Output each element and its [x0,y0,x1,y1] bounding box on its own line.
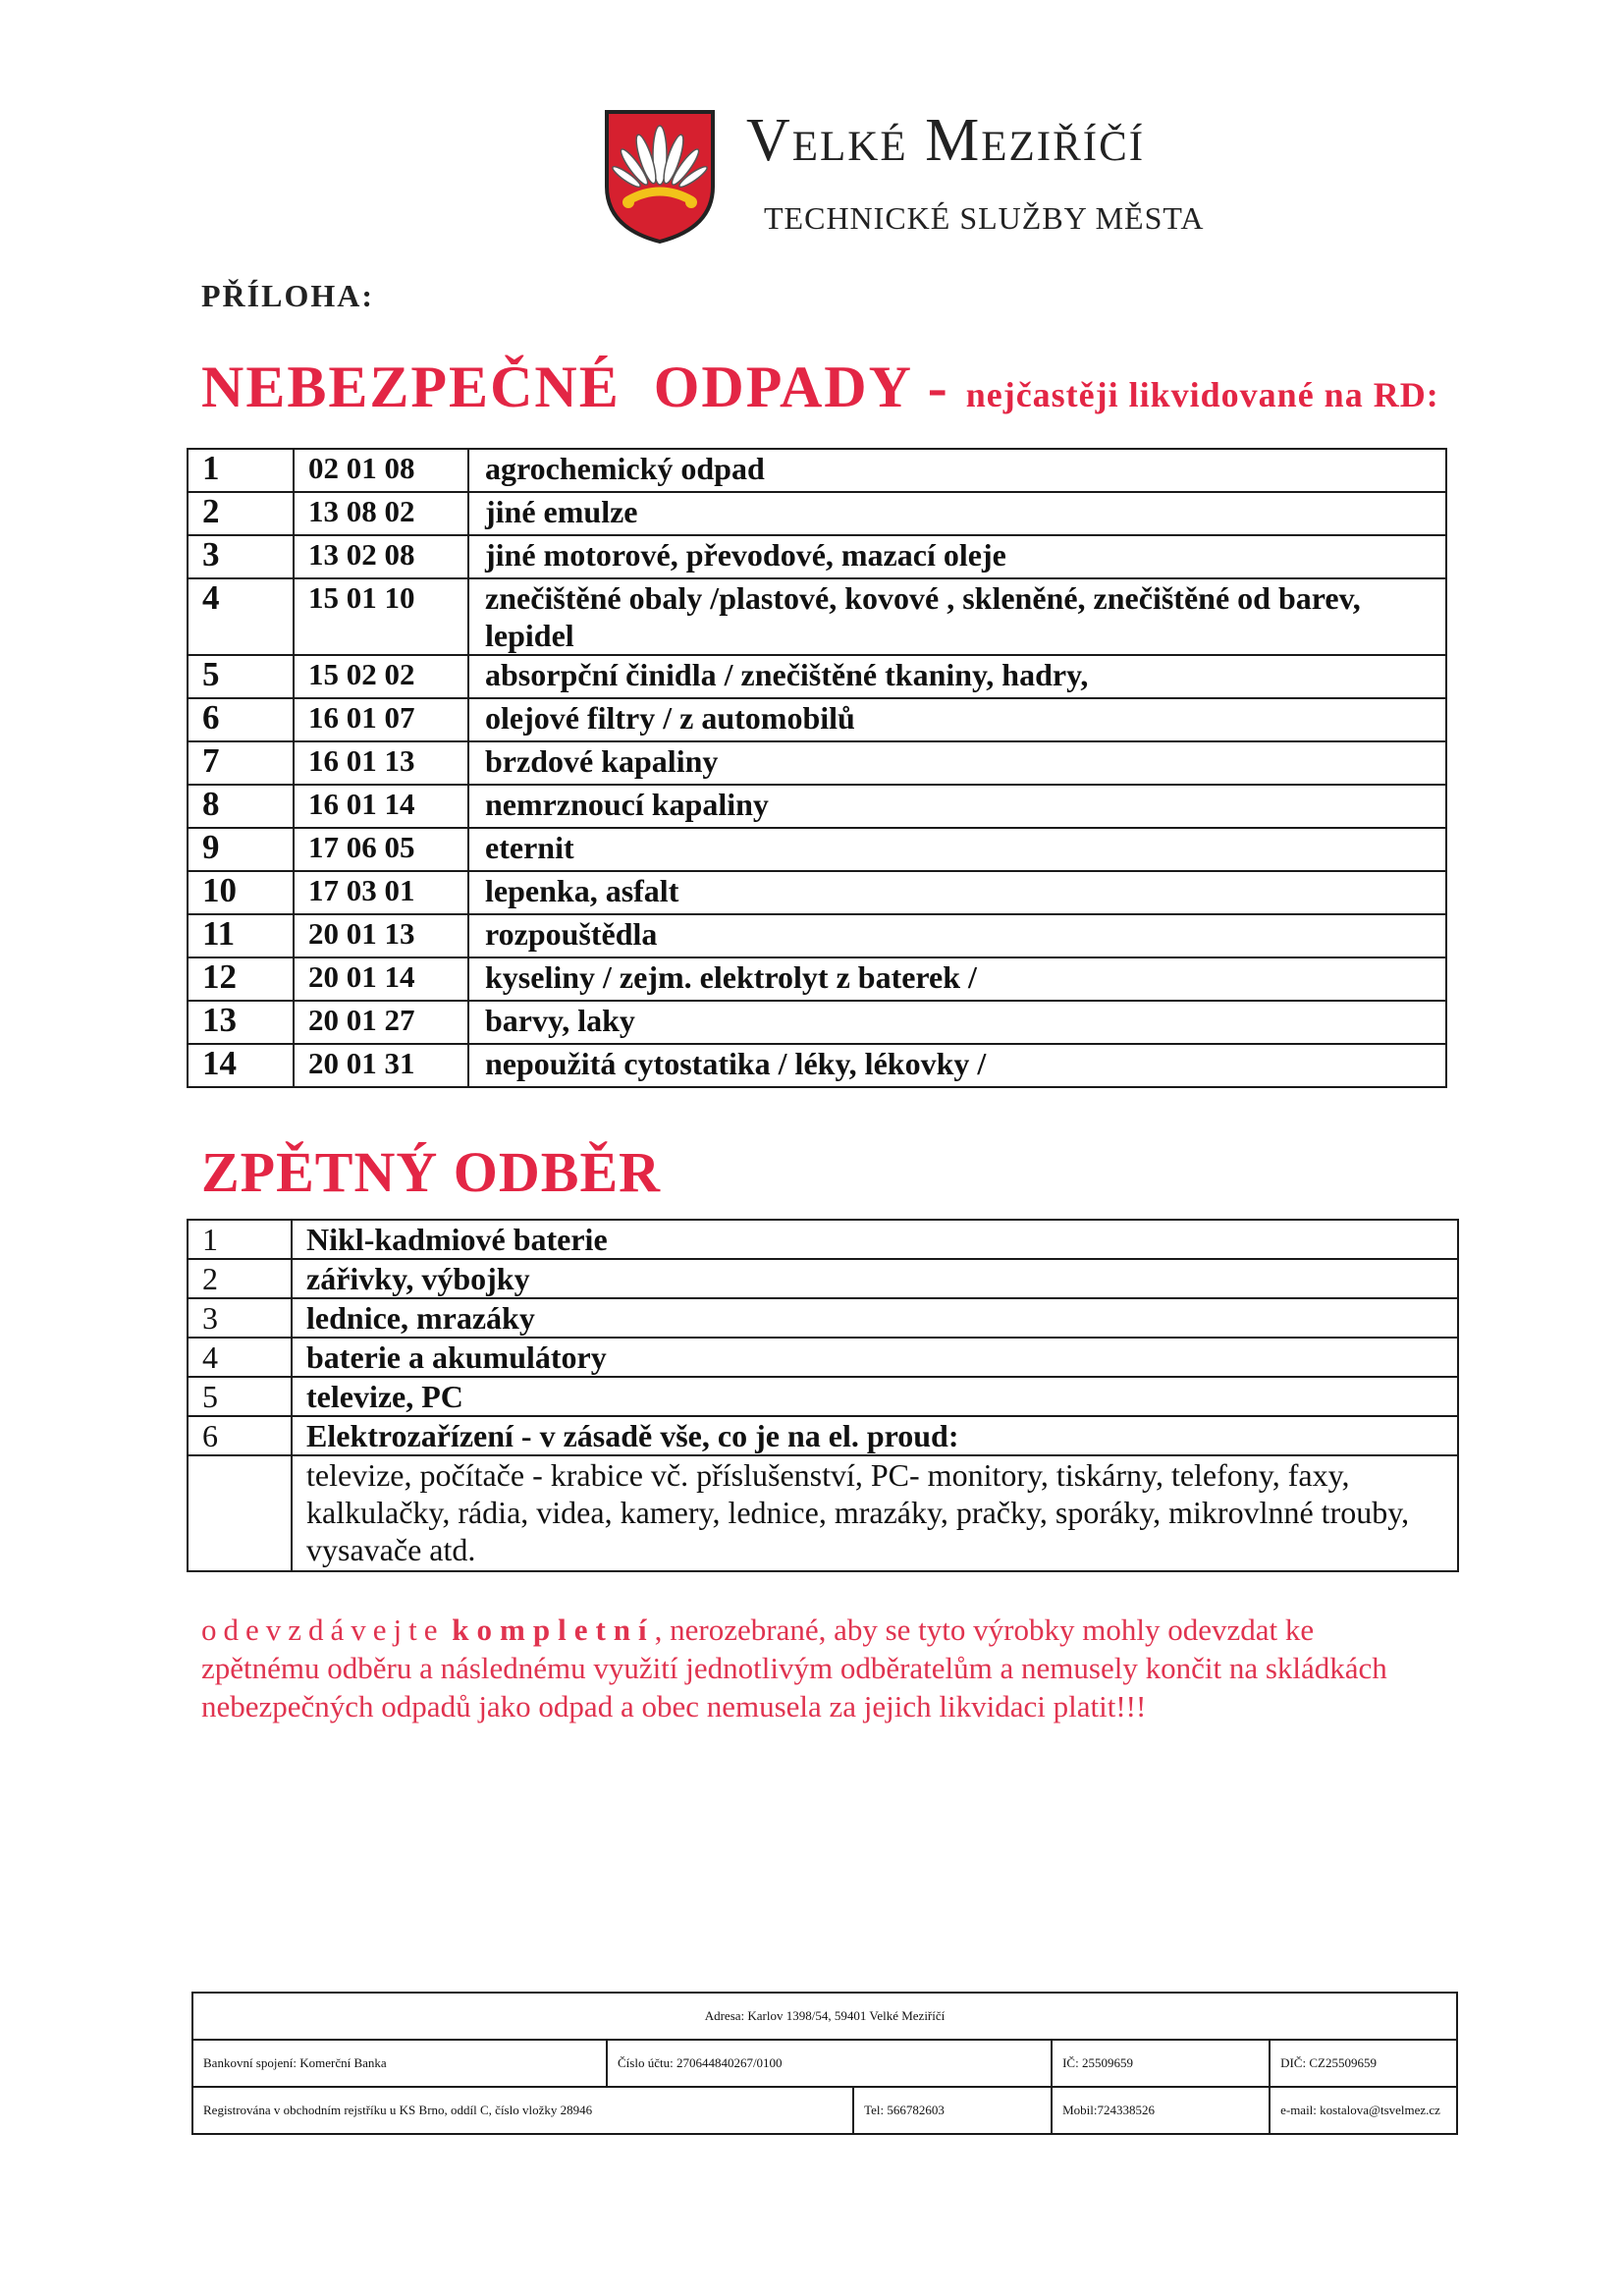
takeback-item: baterie a akumulátory [292,1338,1458,1377]
waste-number: 14 [188,1044,294,1087]
waste-description: barvy, laky [468,1001,1446,1044]
waste-description: absorpční činidla / znečištěné tkaniny, hadry, [468,655,1446,698]
attachment-label: PŘÍLOHA: [201,278,374,313]
table-row [188,1001,1446,1044]
waste-number: 12 [188,957,294,1001]
waste-description: znečištěné obaly /plastové, kovové , skleněné, znečištěné od barev, lepidel [468,578,1446,655]
footer-ic: IČ: 25509659 [1052,2040,1270,2087]
waste-number: 1 [188,449,294,492]
footer-table [191,1992,1458,2135]
waste-number: 11 [188,914,294,957]
table-row [192,2040,1457,2087]
table-row [188,1455,1458,1571]
waste-description: lepenka, asfalt [468,871,1446,914]
hazardous-title-main: NEBEZPEČNÉ ODPADY [201,355,911,419]
table-row [188,449,1446,492]
footer-dic: DIČ: CZ25509659 [1270,2040,1457,2087]
waste-description: eternit [468,828,1446,871]
waste-description: olejové filtry / z automobilů [468,698,1446,741]
takeback-note: televize, počítače - krabice vč. příslušenství, PC- monitory, tiskárny, telefony, faxy, kalkulačky, rádia, videa, kamery, lednice, mrazáky, pračky, sporáky, mikrovlnné trouby, vysavače atd. [292,1455,1458,1571]
waste-number: 10 [188,871,294,914]
waste-code: 17 06 05 [294,828,468,871]
waste-code: 13 02 08 [294,535,468,578]
takeback-note-num-cell [188,1455,292,1571]
city-crest-icon [603,108,717,246]
hazardous-subtitle: nejčastěji likvidované na RD: [965,375,1439,414]
waste-code: 20 01 14 [294,957,468,1001]
takeback-item: televize, PC [292,1377,1458,1416]
waste-number: 4 [188,578,294,655]
table-row [188,1298,1458,1338]
table-row [188,492,1446,535]
table-row [188,871,1446,914]
takeback-title: ZPĚTNÝ ODBĚR [201,1140,662,1204]
waste-description: brzdové kapaliny [468,741,1446,785]
table-row [188,698,1446,741]
waste-number: 8 [188,785,294,828]
waste-number: 5 [188,655,294,698]
org-name: Velké Meziříčí [746,107,1146,174]
takeback-item: zářivky, výbojky [292,1259,1458,1298]
waste-code: 20 01 27 [294,1001,468,1044]
footer-address: Adresa: Karlov 1398/54, 59401 Velké Meziříčí [192,1993,1457,2040]
waste-code: 16 01 13 [294,741,468,785]
table-row [188,578,1446,655]
waste-code: 17 03 01 [294,871,468,914]
footer-tel: Tel: 566782603 [853,2087,1052,2134]
takeback-number: 3 [188,1298,292,1338]
waste-code: 20 01 31 [294,1044,468,1087]
waste-description: rozpouštědla [468,914,1446,957]
footer-register: Registrována v obchodním rejstříku u KS Brno, oddíl C, číslo vložky 28946 [192,2087,853,2134]
notice-part1: odevzdávejte [201,1613,445,1647]
footer-account: Číslo účtu: 270644840267/0100 [607,2040,1052,2087]
waste-number: 13 [188,1001,294,1044]
takeback-table [187,1219,1459,1572]
table-row [188,785,1446,828]
waste-number: 6 [188,698,294,741]
takeback-item: Elektrozařízení - v zásadě vše, co je na el. proud: [292,1416,1458,1455]
table-row [192,1993,1457,2040]
table-row [188,1416,1458,1455]
waste-number: 2 [188,492,294,535]
takeback-item: Nikl-kadmiové baterie [292,1220,1458,1259]
takeback-number: 4 [188,1338,292,1377]
hazardous-waste-table [187,448,1447,1088]
footer-bank: Bankovní spojení: Komerční Banka [192,2040,607,2087]
waste-description: jiné motorové, převodové, mazací oleje [468,535,1446,578]
table-row [188,957,1446,1001]
table-row [188,828,1446,871]
hazardous-title [201,354,1439,421]
waste-description: kyseliny / zejm. elektrolyt z baterek / [468,957,1446,1001]
waste-code: 20 01 13 [294,914,468,957]
waste-description: nemrznoucí kapaliny [468,785,1446,828]
table-row [188,741,1446,785]
footer-email: e-mail: kostalova@tsvelmez.cz [1270,2087,1457,2134]
notice-part2: kompletní [452,1613,655,1647]
table-row [188,914,1446,957]
waste-code: 15 01 10 [294,578,468,655]
waste-code: 13 08 02 [294,492,468,535]
table-row [188,1044,1446,1087]
notice-part3: , nerozebrané, aby se tyto výrobky mohly odevzdat ke zpětnému odběru a následnému využití jednotlivým odběratelům a nemusely končit na skládkách nebezpečných odpadů jako odpad a obec nemusela za jejich likvidaci platit!!! [201,1613,1387,1723]
takeback-number: 5 [188,1377,292,1416]
waste-number: 9 [188,828,294,871]
footer-mobile: Mobil:724338526 [1052,2087,1270,2134]
takeback-number: 1 [188,1220,292,1259]
notice-text [201,1611,1438,1725]
waste-description: agrochemický odpad [468,449,1446,492]
table-row [188,1338,1458,1377]
waste-code: 15 02 02 [294,655,468,698]
waste-description: jiné emulze [468,492,1446,535]
takeback-number: 2 [188,1259,292,1298]
waste-number: 7 [188,741,294,785]
table-row [188,535,1446,578]
waste-code: 16 01 07 [294,698,468,741]
takeback-item: lednice, mrazáky [292,1298,1458,1338]
table-row [188,1377,1458,1416]
table-row [188,655,1446,698]
waste-code: 16 01 14 [294,785,468,828]
table-row [192,2087,1457,2134]
takeback-number: 6 [188,1416,292,1455]
waste-code: 02 01 08 [294,449,468,492]
table-row [188,1220,1458,1259]
table-row [188,1259,1458,1298]
org-subtitle: TECHNICKÉ SLUŽBY MĚSTA [764,200,1205,236]
waste-number: 3 [188,535,294,578]
hazardous-title-dash: - [910,355,966,419]
waste-description: nepoužitá cytostatika / léky, lékovky / [468,1044,1446,1087]
